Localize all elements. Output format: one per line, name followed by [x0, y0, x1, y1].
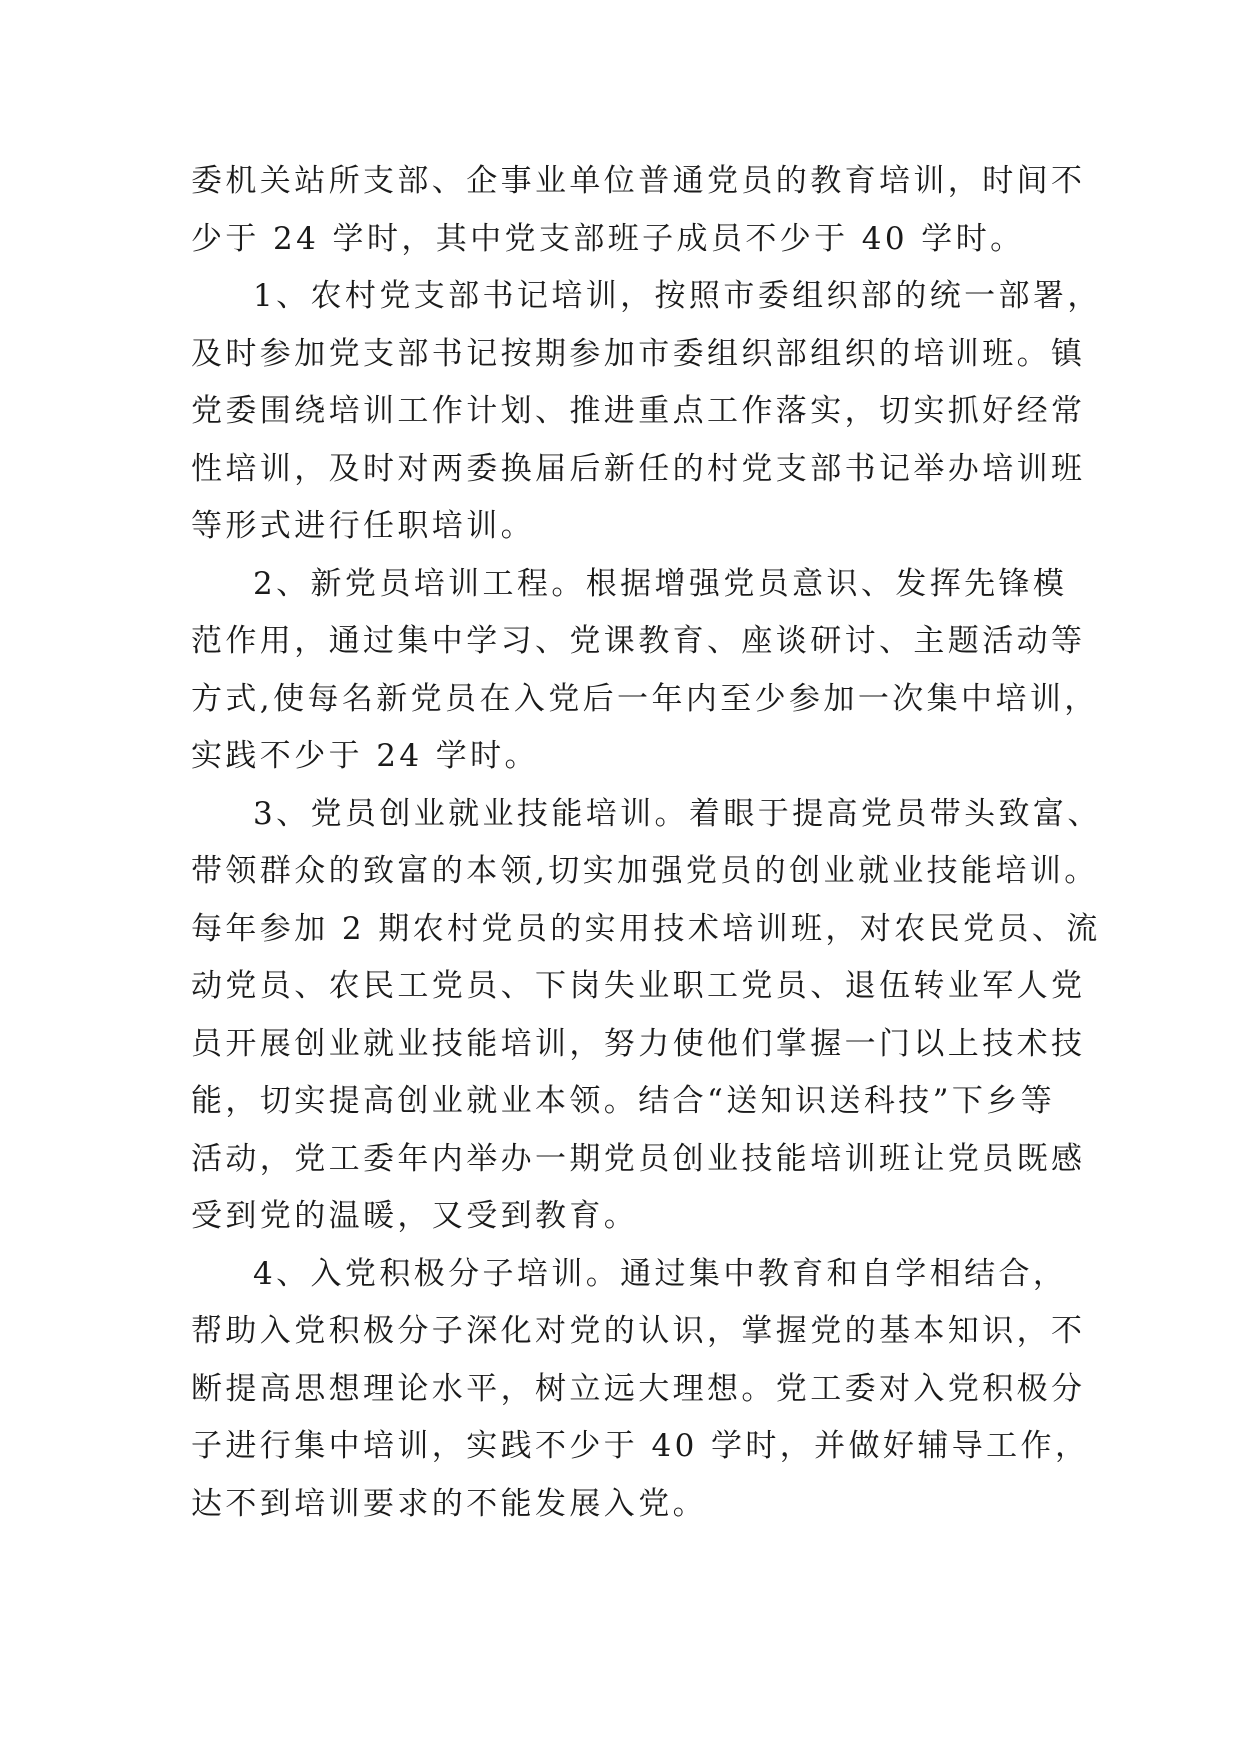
text-line: 及时参加党支部书记按期参加市委组织部组织的培训班。镇: [191, 335, 1086, 372]
text-line: 性培训，及时对两委换届后新任的村党支部书记举办培训班: [191, 450, 1086, 487]
text-line: 受到党的温暖，又受到教育。: [191, 1198, 639, 1234]
text-line: 能，切实提高创业就业本领。结合“送知识送科技”下乡等: [191, 1083, 1056, 1119]
text-line: 委机关站所支部、企事业单位普通党员的教育培训，时间不: [191, 163, 1086, 199]
text-line: 带领群众的致富的本领,切实加强党员的创业就业技能培训。: [191, 853, 1099, 889]
text-line: 员开展创业就业技能培训，努力使他们掌握一门以上技术技: [191, 1025, 1086, 1062]
text-line: 方式,使每名新党员在入党后一年内至少参加一次集中培训，: [191, 680, 1099, 717]
text-line: 达不到培训要求的不能发展入党。: [191, 1485, 707, 1522]
text-line: 动党员、农民工党员、下岗失业职工党员、退伍转业军人党: [191, 968, 1086, 1004]
text-line: 等形式进行任职培训。: [191, 508, 535, 544]
text-line: 4、入党积极分子培训。通过集中教育和自学相结合，: [253, 1255, 1068, 1292]
text-line: 活动，党工委年内举办一期党员创业技能培训班让党员既感: [191, 1140, 1086, 1177]
text-line: 党委围绕培训工作计划、推进重点工作落实，切实抓好经常: [191, 393, 1086, 429]
text-line: 子进行集中培训，实践不少于 40 学时，并做好辅导工作，: [191, 1428, 1090, 1464]
text-line: 范作用，通过集中学习、党课教育、座谈研讨、主题活动等: [191, 623, 1086, 659]
document-body: [191, 153, 1102, 1533]
text-line: 每年参加 2 期农村党员的实用技术培训班，对农民党员、流: [191, 910, 1101, 947]
text-line: 帮助入党积极分子深化对党的认识，掌握党的基本知识，不: [191, 1313, 1086, 1349]
text-line: 断提高思想理论水平，树立远大理想。党工委对入党积极分: [191, 1370, 1086, 1407]
text-line: 少于 24 学时，其中党支部班子成员不少于 40 学时。: [191, 220, 1025, 257]
text-line: 实践不少于 24 学时。: [191, 738, 539, 774]
text-line: 3、党员创业就业技能培训。着眼于提高党员带头致富、: [253, 795, 1102, 832]
text-line: 2、新党员培训工程。根据增强党员意识、发挥先锋模: [253, 565, 1068, 602]
text-line: 1、农村党支部书记培训，按照市委组织部的统一部署，: [253, 278, 1102, 314]
